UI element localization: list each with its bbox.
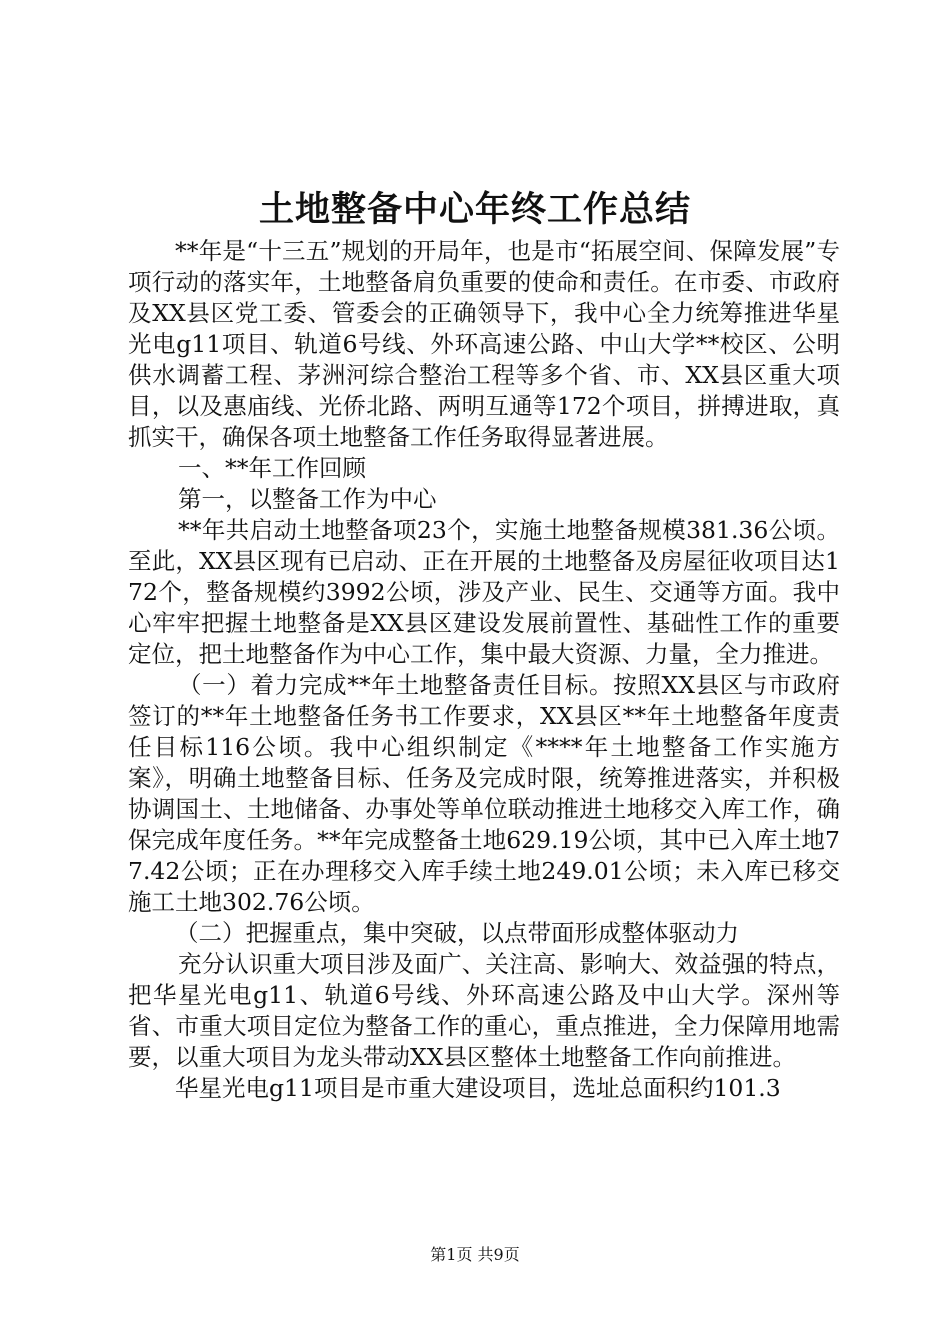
paragraph-target: （一）着力完成**年土地整备责任目标。按照XX县区与市政府签订的**年土地整备任务书工作要求，XX县区**年土地整备年度责任目标116公顷。我中心组织制定《****年土地整备工作实施方案》，明确土地整备目标、任务及完成时限，统筹推进落实，并积极协调国土、土地储备、办事处等单位联动推进土地移交入库工作，确保完成年度任务。**年完成整备土地629.19公顷，其中已入库土地77.42公顷；正在办理移交入库手续土地249.01公顷；未入库已移交施工土地302.76公顷。 — [128, 671, 840, 916]
document-body — [128, 236, 840, 1104]
heading-section-one: 一、**年工作回顾 — [178, 454, 366, 482]
paragraph-g11: 华星光电g11项目是市重大建设项目，选址总面积约101.3 — [175, 1074, 781, 1102]
document-title: 土地整备中心年终工作总结 — [258, 189, 691, 230]
paragraph-overview: **年共启动土地整备项23个，实施土地整备规模381.36公顷。至此，XX县区现有已启动、正在开展的土地整备及房屋征收项目达172个，整备规模约3992公顷，涉及产业、民生、交通等方面。我中心牢牢把握土地整备是XX县区建设发展前置性、基础性工作的重要定位，把土地整备作为中心工作，集中最大资源、力量，全力推进。 — [128, 516, 840, 668]
paragraph-intro: **年是“十三五”规划的开局年，也是市“拓展空间、保障发展”专项行动的落实年，土地整备肩负重要的使命和责任。在市委、市政府及XX县区党工委、管委会的正确领导下，我中心全力统筹推进华星光电g11项目、轨道6号线、外环高速公路、中山大学**校区、公明供水调蓄工程、茅洲河综合整治工程等多个省、市、XX县区重大项目，以及惠庙线、光侨北路、两明互通等172个项目，拼搏进取，真抓实干，确保各项土地整备工作任务取得显著进展。 — [128, 237, 840, 451]
heading-focus: （二）把握重点，集中突破，以点带面形成整体驱动力 — [175, 919, 739, 947]
heading-first: 第一，以整备工作为中心 — [178, 485, 437, 513]
page-number-footer: 第1页 共9页 — [430, 1245, 520, 1264]
paragraph-major-projects: 充分认识重大项目涉及面广、关注高、影响大、效益强的特点，把华星光电g11、轨道6号线、外环高速公路及中山大学。深州等省、市重大项目定位为整备工作的重心，重点推进，全力保障用地需要，以重大项目为龙头带动XX县区整体土地整备工作向前推进。 — [128, 950, 840, 1071]
